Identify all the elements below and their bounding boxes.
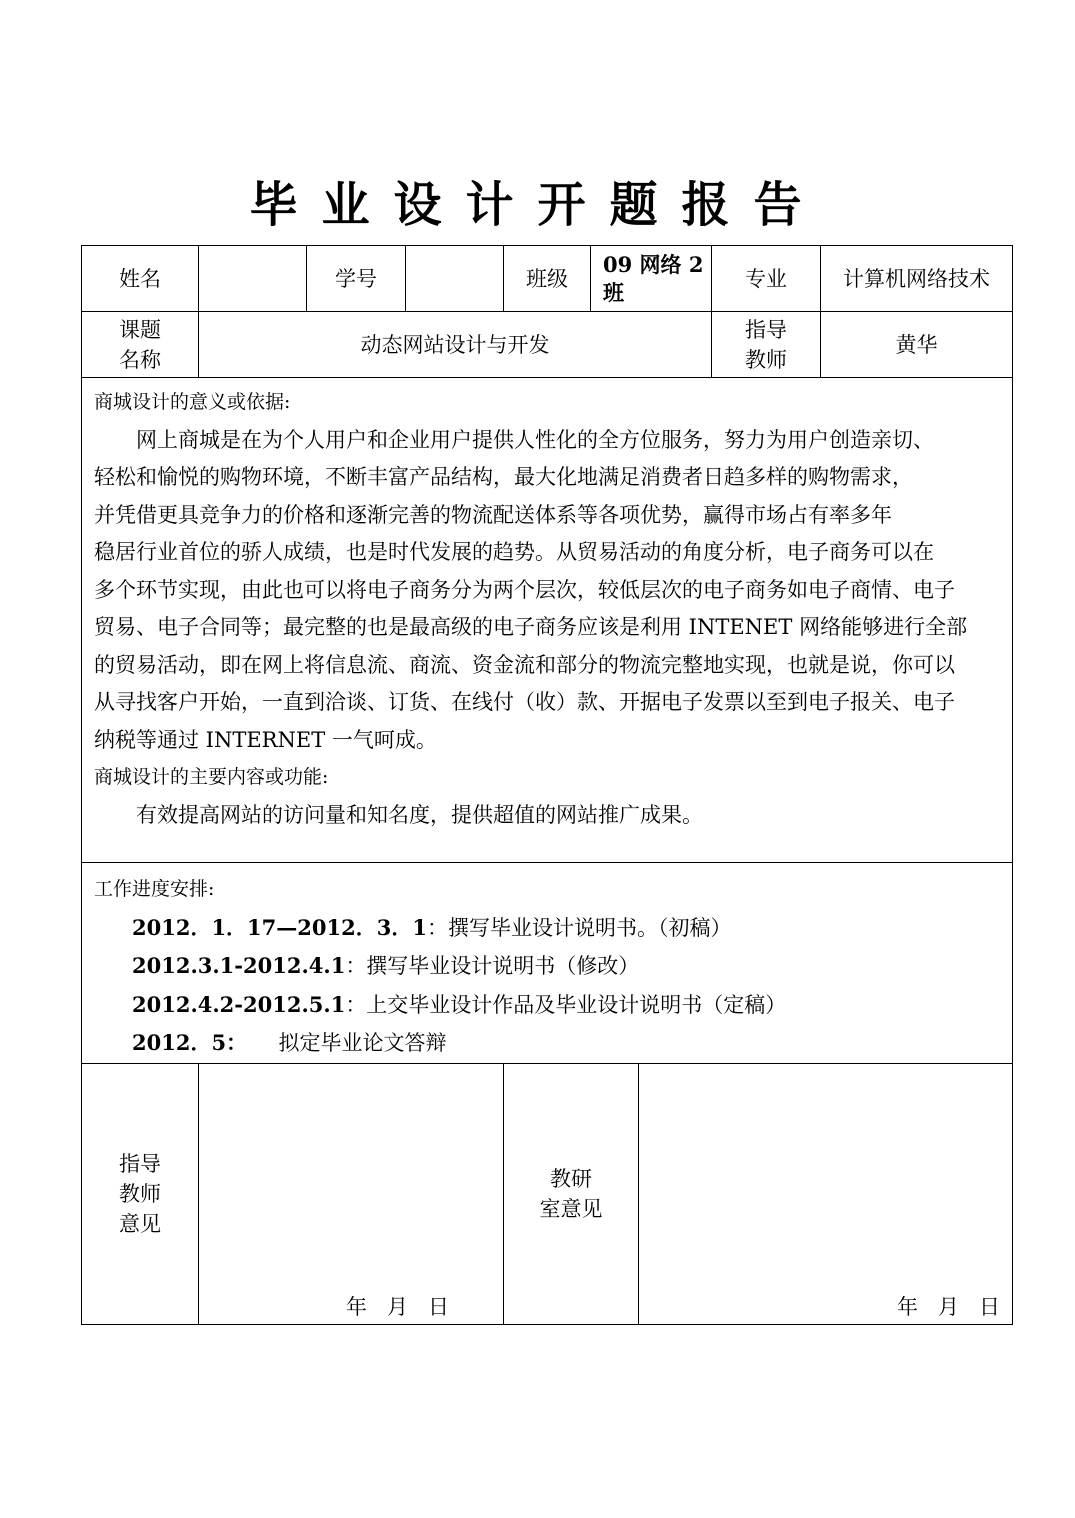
topic-label (82, 312, 199, 378)
schedule-task: ：上交毕业设计作品及毕业设计说明书（定稿） (345, 992, 787, 1017)
name-value[interactable] (199, 246, 307, 312)
schedule-item (94, 909, 1002, 948)
advisor-opinion-line2: 教师 (119, 1181, 161, 1206)
schedule-cell (82, 863, 1013, 1064)
topic-label-line1: 课题 (119, 317, 161, 342)
schedule-item (94, 986, 1002, 1025)
dept-opinion-date: 年 月 日 (897, 1294, 1002, 1319)
schedule-date: 2012．1．17—2012．3．1 (132, 914, 427, 940)
schedule-date: 2012.3.1-2012.4.1 (132, 953, 346, 978)
report-table (81, 245, 1013, 1325)
major-value: 计算机网络技术 (821, 246, 1013, 312)
topic-label-line2: 名称 (119, 347, 161, 372)
dept-opinion-line2: 室意见 (539, 1196, 603, 1221)
schedule-task: ：撰写毕业设计说明书。（初稿） (426, 915, 732, 940)
topic-value: 动态网站设计与开发 (199, 312, 712, 378)
significance-line: 纳税等通过 INTERNET 一气呵成。 (94, 727, 437, 752)
dept-opinion-line1: 教研 (550, 1166, 592, 1191)
page-title: 毕业设计开题报告 (249, 177, 826, 233)
significance-line: 贸易、电子合同等；最完整的也是最高级的电子商务应该是利用 INTENET 网络能够进行全部 (94, 615, 968, 639)
topic-row (82, 312, 1013, 378)
schedule-item (94, 1024, 1002, 1063)
significance-row (82, 378, 1013, 863)
significance-cell (82, 378, 1013, 863)
significance-line: 从寻找客户开始，一直到洽谈、订货、在线付（收）款、开据电子发票以至到电子报关、电子 (94, 690, 955, 714)
significance-line: 并凭借更具竞争力的价格和逐渐完善的物流配送体系等各项优势，赢得市场占有率多年 (94, 502, 892, 527)
student-id-value[interactable] (406, 246, 504, 312)
significance-heading: 商城设计的意义或依据: (94, 391, 291, 413)
advisor-label (712, 312, 821, 378)
content-text: 有效提高网站的访问量和知名度，提供超值的网站推广成果。 (136, 802, 703, 827)
name-label: 姓名 (82, 246, 199, 312)
significance-line: 网上商城是在为个人用户和企业用户提供人性化的全方位服务，努力为用户创造亲切、 (136, 427, 934, 452)
class-value (591, 246, 712, 312)
dept-opinion-label (504, 1063, 639, 1324)
schedule-task: 拟定毕业论文答辩 (236, 1031, 447, 1055)
class-value-line2: 班 (603, 279, 624, 305)
significance-line: 稳居行业首位的骄人成绩，也是时代发展的趋势。从贸易活动的角度分析，电子商务可以在 (94, 540, 934, 564)
significance-line: 的贸易活动，即在网上将信息流、商流、资金流和部分的物流完整地实现，也就是说，你可以 (94, 652, 955, 677)
class-label: 班级 (504, 246, 591, 312)
schedule-row (82, 863, 1013, 1064)
advisor-label-line2: 教师 (745, 347, 787, 372)
advisor-opinion-line3: 意见 (119, 1211, 161, 1236)
advisor-opinion-label (82, 1063, 199, 1324)
significance-line: 多个环节实现，由此也可以将电子商务分为两个层次，较低层次的电子商务如电子商情、电子 (94, 577, 955, 602)
class-value-line1: 09 网络 2 (603, 251, 704, 277)
significance-line: 轻松和愉悦的购物环境，不断丰富产品结构，最大化地满足消费者日趋多样的购物需求， (94, 465, 913, 489)
major-label: 专业 (712, 246, 821, 312)
advisor-label-line1: 指导 (745, 317, 787, 342)
dept-opinion-area[interactable] (639, 1063, 1013, 1324)
advisor-opinion-date: 年 月 日 (346, 1294, 451, 1319)
advisor-opinion-line1: 指导 (119, 1151, 161, 1176)
info-row (82, 246, 1013, 312)
schedule-task: ：撰写毕业设计说明书（修改） (345, 954, 640, 978)
advisor-value: 黄华 (821, 312, 1013, 378)
content-heading: 商城设计的主要内容或功能: (94, 766, 329, 788)
schedule-item (94, 947, 1002, 986)
schedule-heading: 工作进度安排: (94, 878, 215, 900)
schedule-date: 2012．5： (132, 1030, 237, 1055)
advisor-opinion-area[interactable] (199, 1063, 504, 1324)
schedule-date: 2012.4.2-2012.5.1 (132, 991, 346, 1017)
opinion-row (82, 1063, 1013, 1324)
student-id-label: 学号 (307, 246, 406, 312)
